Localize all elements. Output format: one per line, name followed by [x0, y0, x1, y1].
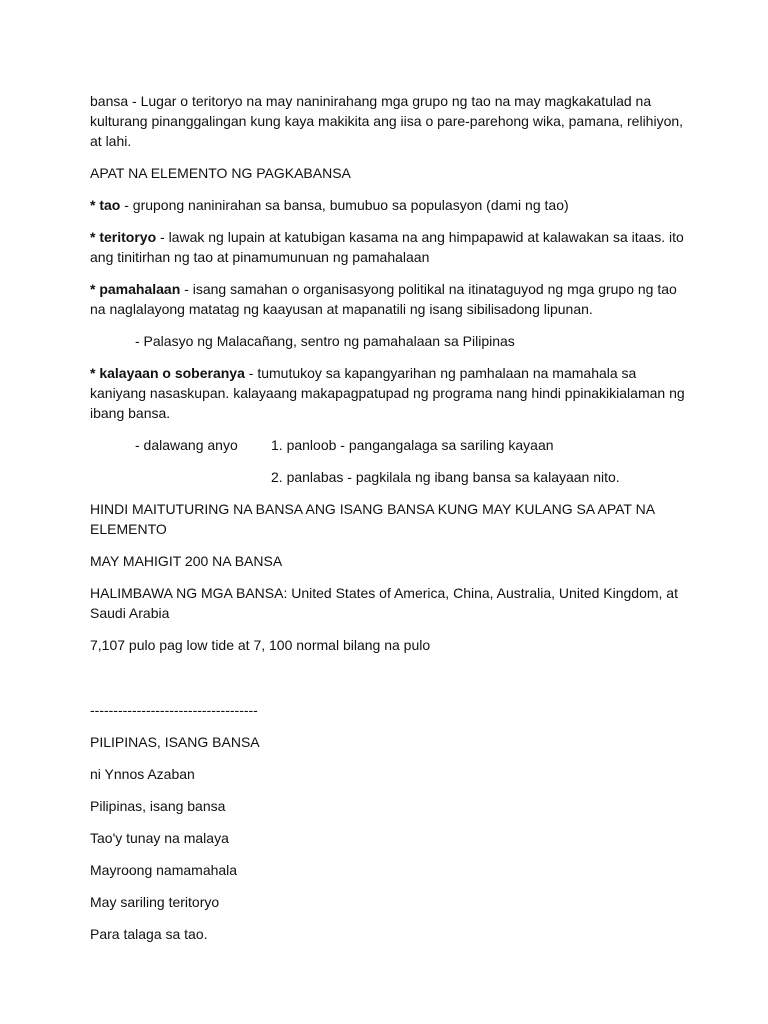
element-term: * tao — [90, 197, 121, 213]
element-description: - isang samahan o organisasyong politikal na itinataguyod ng mga grupo ng tao na naglalayong matatag ng kaayusan at mapanatili ng isang sibilisadong lipunan. — [90, 281, 677, 317]
element-term: * teritoryo — [90, 229, 157, 245]
element-teritoryo — [90, 227, 688, 267]
definition-paragraph: bansa - Lugar o teritoryo na may naninirahang mga grupo ng tao na may magkakatulad na kulturang pinanggalingan kung kaya makikita ang iisa o pare-parehong wika, pamana, relihiyon, at lahi. — [90, 93, 684, 149]
element-description: - lawak ng lupain at katubigan kasama na ang himpapawid at kalawakan sa itaas. ito ang tinitirhan ng tao at pinamumunuan ng pamahalaan — [90, 229, 684, 265]
poem-line: Tao'y tunay na malaya — [90, 830, 229, 846]
element-pamahalaan — [90, 279, 688, 319]
element-term: * pamahalaan — [90, 281, 181, 297]
statement-bilang: MAY MAHIGIT 200 NA BANSA — [90, 553, 283, 569]
anyo-item-panloob: 1. panloob - pangangalaga sa sariling kayaan — [271, 437, 554, 453]
poem-line: Pilipinas, isang bansa — [90, 798, 226, 814]
poem-line: Mayroong namamahala — [90, 862, 238, 878]
element-kalayaan — [90, 363, 688, 423]
separator-line: ------------------------------------ — [90, 702, 258, 718]
element-tao — [90, 195, 688, 215]
poem-line: Para talaga sa tao. — [90, 926, 208, 942]
element-description: - tumutukoy sa kapangyarihan ng pamhalaan na mamahala sa kaniyang nasaskupan. kalayaang makapagpatupad ng programa nang hindi ppinakikialaman ng ibang bansa. — [90, 365, 685, 421]
statement-kulang: HINDI MAITUTURING NA BANSA ANG ISANG BANSA KUNG MAY KULANG SA APAT NA ELEMENTO — [90, 501, 655, 537]
poem — [90, 732, 688, 944]
anyo-item-panlabas: 2. panlabas - pagkilala ng ibang bansa sa kalayaan nito. — [271, 469, 620, 485]
pamahalaan-note: - Palasyo ng Malacañang, sentro ng pamahalaan sa Pilipinas — [135, 333, 515, 349]
spacer — [90, 667, 688, 700]
poem-author: ni Ynnos Azaban — [90, 766, 195, 782]
anyo-row — [90, 435, 688, 455]
poem-title: PILIPINAS, ISANG BANSA — [90, 734, 260, 750]
islands-paragraph: 7,107 pulo pag low tide at 7, 100 normal bilang na pulo — [90, 637, 431, 653]
elements-heading: APAT NA ELEMENTO NG PAGKABANSA — [90, 165, 351, 181]
element-term: * kalayaan o soberanya — [90, 365, 245, 381]
poem-line: May sariling teritoryo — [90, 894, 220, 910]
examples-paragraph: HALIMBAWA NG MGA BANSA: United States of America, China, Australia, United Kingdom, at Saudi Arabia — [90, 585, 678, 621]
element-description: - grupong naninirahan sa bansa, bumubuo sa populasyon (dami ng tao) — [120, 197, 569, 213]
anyo-label: - dalawang anyo — [135, 437, 238, 453]
